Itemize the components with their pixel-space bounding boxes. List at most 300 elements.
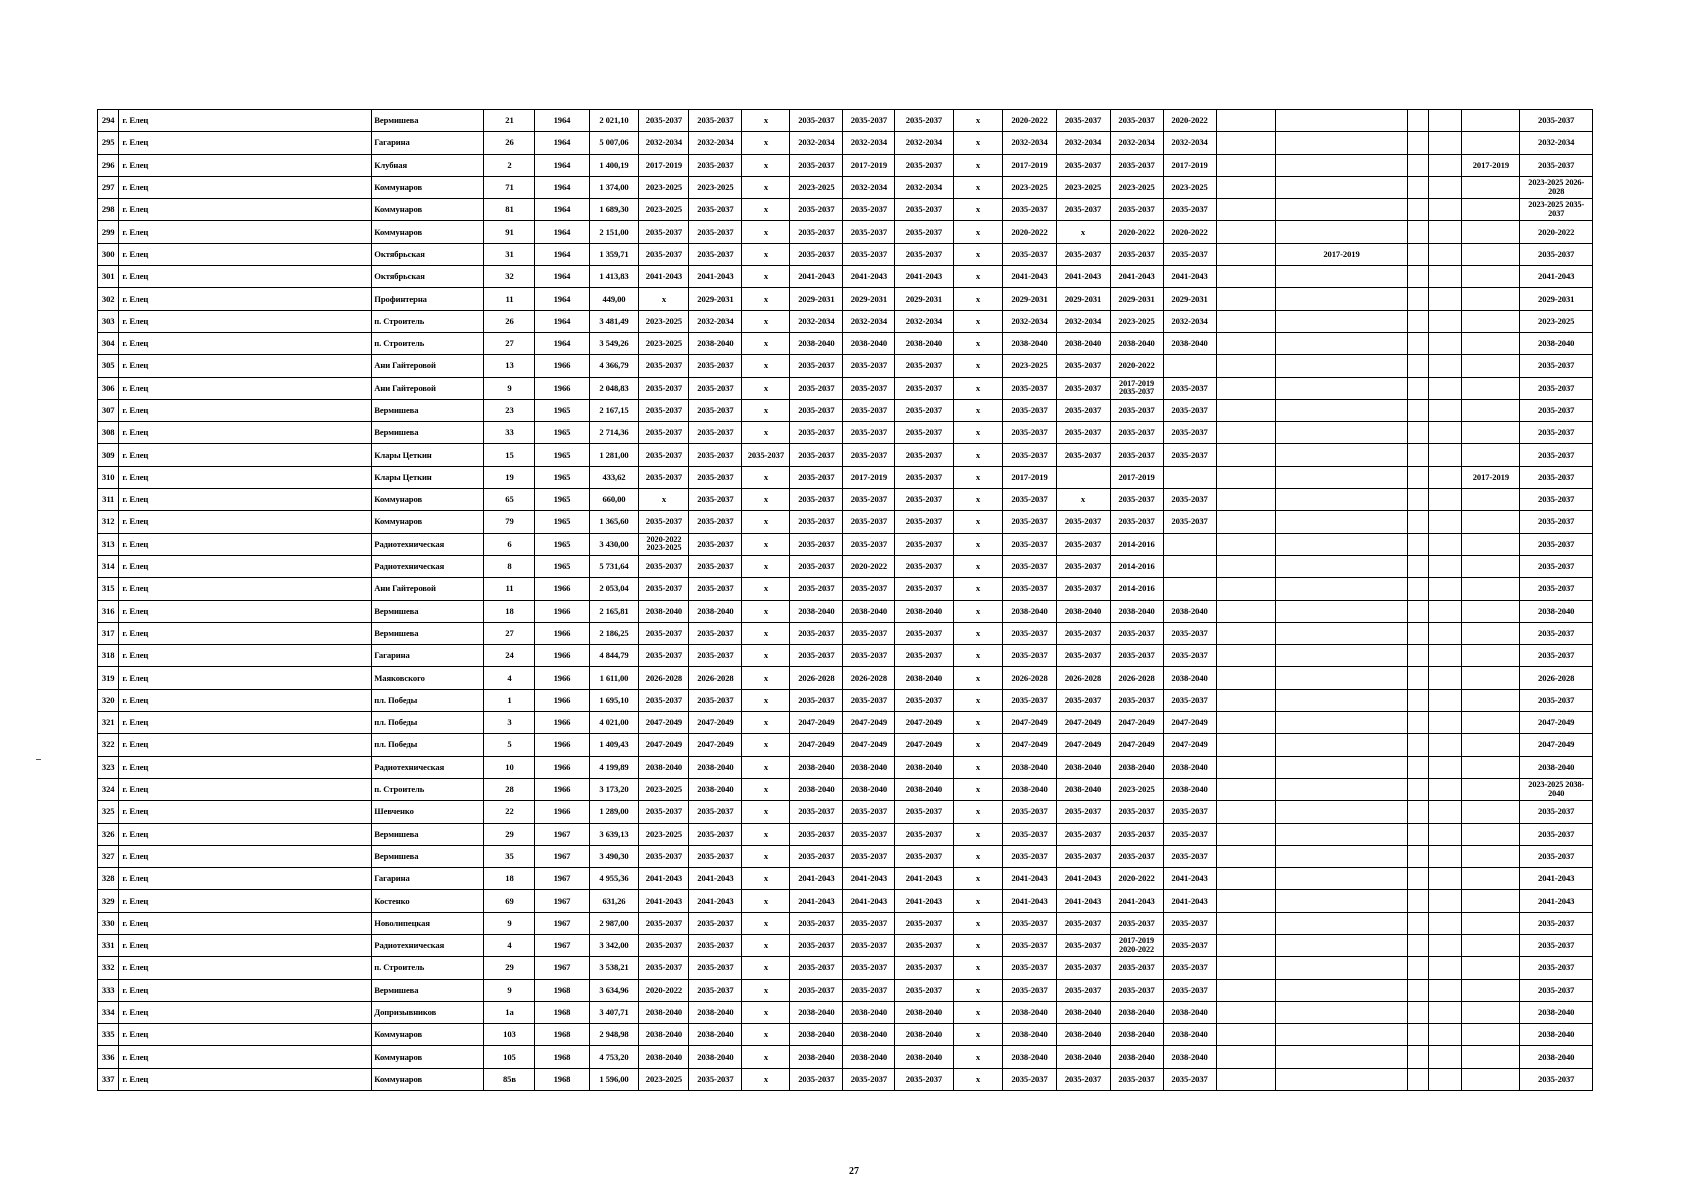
cell-period-15 [1428,645,1462,667]
cell-period-total: 2020-2022 [1520,221,1593,243]
table-body [98,110,1593,1091]
cell-period-3: х [742,1024,790,1046]
cell-period-12 [1216,288,1275,310]
cell-period-11: 2035-2037 [1163,957,1216,979]
table-row [98,266,1593,288]
cell-period-16 [1462,667,1520,689]
cell-period-1: 2038-2040 [639,756,689,778]
cell-period-9: 2035-2037 [1056,957,1110,979]
cell-period-7: х [953,132,1003,154]
cell-period-1: 2023-2025 [639,199,689,221]
cell-period-7: х [953,801,1003,823]
cell-period-5: 2035-2037 [843,489,895,511]
table-row [98,1024,1593,1046]
cell-period-6: 2035-2037 [895,110,953,132]
cell-period-7: х [953,712,1003,734]
cell-period-5: 2035-2037 [843,444,895,466]
cell-period-total: 2035-2037 [1520,377,1593,399]
cell-city: г. Елец [119,511,372,533]
cell-period-13 [1275,511,1408,533]
cell-period-5: 2038-2040 [843,756,895,778]
cell-period-8: 2047-2049 [1003,734,1056,756]
cell-house-number: 5 [484,734,535,756]
cell-period-3: х [742,912,790,934]
cell-period-3: х [742,1068,790,1090]
cell-period-6: 2035-2037 [895,355,953,377]
cell-period-9: 2038-2040 [1056,1001,1110,1023]
cell-period-1: 2035-2037 [639,555,689,577]
cell-period-7: х [953,734,1003,756]
cell-period-2: 2038-2040 [689,778,742,800]
cell-period-4: 2035-2037 [790,645,843,667]
cell-period-4: 2035-2037 [790,243,843,265]
cell-period-7: х [953,199,1003,221]
cell-period-13 [1275,689,1408,711]
cell-period-5: 2026-2028 [843,667,895,689]
cell-period-2: 2035-2037 [689,154,742,176]
cell-area: 2 165,81 [589,600,639,622]
cell-period-10: 2047-2049 [1110,734,1163,756]
cell-period-15 [1428,1046,1462,1068]
cell-period-16 [1462,288,1520,310]
cell-city: г. Елец [119,176,372,198]
cell-period-13 [1275,979,1408,1001]
cell-period-12 [1216,845,1275,867]
cell-period-11: 2035-2037 [1163,979,1216,1001]
cell-city: г. Елец [119,934,372,956]
cell-period-total: 2038-2040 [1520,1024,1593,1046]
cell-period-3: х [742,578,790,600]
cell-street: Ани Гайтеровой [372,578,484,600]
cell-period-8: 2038-2040 [1003,1024,1056,1046]
cell-period-6: 2032-2034 [895,310,953,332]
cell-period-13 [1275,801,1408,823]
cell-street: Октябрьская [372,266,484,288]
cell-period-2: 2032-2034 [689,132,742,154]
cell-period-5: 2035-2037 [843,243,895,265]
cell-period-6: 2035-2037 [895,199,953,221]
cell-period-14 [1408,355,1428,377]
cell-house-number: 85в [484,1068,535,1090]
cell-row-number: 315 [98,578,119,600]
cell-period-total: 2047-2049 [1520,712,1593,734]
cell-area: 3 342,00 [589,934,639,956]
cell-period-15 [1428,288,1462,310]
cell-period-3: х [742,756,790,778]
cell-period-4: 2032-2034 [790,132,843,154]
cell-period-15 [1428,266,1462,288]
cell-period-6: 2035-2037 [895,645,953,667]
cell-period-10: 2017-2019 2035-2037 [1110,377,1163,399]
table-row [98,957,1593,979]
cell-period-6: 2035-2037 [895,533,953,555]
cell-period-1: 2035-2037 [639,578,689,600]
cell-period-7: х [953,979,1003,1001]
cell-street: Коммунаров [372,199,484,221]
cell-period-15 [1428,399,1462,421]
cell-period-14 [1408,199,1428,221]
cell-period-7: х [953,667,1003,689]
cell-period-2: 2035-2037 [689,466,742,488]
cell-area: 3 173,20 [589,778,639,800]
cell-period-total: 2035-2037 [1520,801,1593,823]
cell-period-13 [1275,332,1408,354]
cell-period-14 [1408,310,1428,332]
cell-period-10: 2035-2037 [1110,689,1163,711]
cell-period-13 [1275,110,1408,132]
cell-street: пл. Победы [372,712,484,734]
cell-row-number: 321 [98,712,119,734]
cell-period-7: х [953,377,1003,399]
cell-row-number: 297 [98,176,119,198]
cell-city: г. Елец [119,734,372,756]
cell-period-13 [1275,622,1408,644]
cell-period-9: 2041-2043 [1056,266,1110,288]
cell-period-6: 2035-2037 [895,912,953,934]
cell-row-number: 295 [98,132,119,154]
cell-period-16 [1462,801,1520,823]
cell-period-10: 2014-2016 [1110,533,1163,555]
cell-period-11: 2035-2037 [1163,689,1216,711]
cell-row-number: 305 [98,355,119,377]
page-number: 27 [849,1166,859,1177]
cell-period-16 [1462,110,1520,132]
cell-period-15 [1428,332,1462,354]
cell-street: Клары Цеткин [372,466,484,488]
cell-period-10: 2035-2037 [1110,845,1163,867]
cell-period-3: х [742,600,790,622]
cell-period-6: 2038-2040 [895,756,953,778]
cell-period-12 [1216,132,1275,154]
cell-period-13: 2017-2019 [1275,243,1408,265]
cell-house-number: 9 [484,979,535,1001]
cell-period-5: 2035-2037 [843,645,895,667]
cell-period-16: 2017-2019 [1462,154,1520,176]
cell-period-15 [1428,689,1462,711]
cell-period-16 [1462,1024,1520,1046]
cell-street: Гагарина [372,868,484,890]
cell-house-number: 4 [484,667,535,689]
cell-period-12 [1216,1068,1275,1090]
cell-year: 1964 [535,199,589,221]
cell-period-2: 2038-2040 [689,1024,742,1046]
cell-period-4: 2038-2040 [790,778,843,800]
cell-row-number: 317 [98,622,119,644]
cell-period-11: 2035-2037 [1163,377,1216,399]
cell-period-2: 2035-2037 [689,823,742,845]
cell-period-13 [1275,154,1408,176]
cell-house-number: 105 [484,1046,535,1068]
cell-area: 1 365,60 [589,511,639,533]
cell-period-10: 2038-2040 [1110,600,1163,622]
cell-period-6: 2035-2037 [895,823,953,845]
cell-city: г. Елец [119,845,372,867]
cell-period-13 [1275,868,1408,890]
cell-period-2: 2035-2037 [689,399,742,421]
cell-period-14 [1408,667,1428,689]
cell-house-number: 13 [484,355,535,377]
cell-period-total: 2038-2040 [1520,1046,1593,1068]
cell-period-13 [1275,377,1408,399]
cell-year: 1968 [535,1001,589,1023]
cell-period-11: 2038-2040 [1163,332,1216,354]
cell-period-15 [1428,890,1462,912]
cell-period-13 [1275,712,1408,734]
cell-period-2: 2035-2037 [689,243,742,265]
cell-period-15 [1428,1001,1462,1023]
cell-period-14 [1408,934,1428,956]
cell-period-9: 2035-2037 [1056,154,1110,176]
cell-house-number: 18 [484,868,535,890]
cell-house-number: 21 [484,110,535,132]
cell-period-9: 2035-2037 [1056,823,1110,845]
cell-row-number: 330 [98,912,119,934]
cell-period-11: 2035-2037 [1163,801,1216,823]
cell-period-2: 2035-2037 [689,555,742,577]
cell-period-6: 2035-2037 [895,511,953,533]
cell-street: Коммунаров [372,1046,484,1068]
cell-period-12 [1216,712,1275,734]
cell-period-13 [1275,845,1408,867]
cell-period-1: 2041-2043 [639,266,689,288]
cell-street: пл. Победы [372,689,484,711]
cell-period-2: 2035-2037 [689,689,742,711]
cell-period-9: 2035-2037 [1056,801,1110,823]
cell-street: Вермишева [372,845,484,867]
cell-period-2: 2026-2028 [689,667,742,689]
cell-period-1: х [639,288,689,310]
cell-period-14 [1408,979,1428,1001]
cell-city: г. Елец [119,221,372,243]
cell-period-8: 2035-2037 [1003,422,1056,444]
cell-period-3: х [742,689,790,711]
cell-period-13 [1275,1046,1408,1068]
cell-period-10: 2038-2040 [1110,1024,1163,1046]
cell-period-total: 2035-2037 [1520,912,1593,934]
cell-period-8: 2041-2043 [1003,868,1056,890]
cell-period-14 [1408,645,1428,667]
cell-period-3: х [742,979,790,1001]
cell-street: Ани Гайтеровой [372,355,484,377]
cell-period-5: 2047-2049 [843,712,895,734]
cell-period-16 [1462,176,1520,198]
table-row [98,355,1593,377]
cell-period-total: 2035-2037 [1520,979,1593,1001]
cell-period-3: х [742,734,790,756]
cell-period-3: х [742,466,790,488]
cell-period-16 [1462,511,1520,533]
cell-period-total: 2035-2037 [1520,934,1593,956]
cell-period-12 [1216,332,1275,354]
cell-area: 1 409,43 [589,734,639,756]
cell-period-1: 2041-2043 [639,868,689,890]
cell-period-8: 2041-2043 [1003,890,1056,912]
cell-period-6: 2032-2034 [895,176,953,198]
cell-period-2: 2029-2031 [689,288,742,310]
cell-year: 1964 [535,176,589,198]
cell-area: 2 186,25 [589,622,639,644]
cell-period-11: 2035-2037 [1163,243,1216,265]
cell-period-16 [1462,555,1520,577]
cell-period-10: 2035-2037 [1110,1068,1163,1090]
cell-period-8: 2035-2037 [1003,511,1056,533]
cell-period-3: х [742,957,790,979]
cell-period-11: 2038-2040 [1163,756,1216,778]
cell-period-1: 2026-2028 [639,667,689,689]
cell-period-1: 2035-2037 [639,466,689,488]
cell-period-7: х [953,399,1003,421]
cell-period-9: 2035-2037 [1056,934,1110,956]
cell-street: п. Строитель [372,332,484,354]
cell-period-7: х [953,578,1003,600]
cell-period-1: 2023-2025 [639,176,689,198]
cell-street: Костенко [372,890,484,912]
cell-period-5: 2035-2037 [843,689,895,711]
cell-period-6: 2035-2037 [895,444,953,466]
cell-period-2: 2035-2037 [689,845,742,867]
cell-area: 2 167,15 [589,399,639,421]
cell-period-total: 2035-2037 [1520,845,1593,867]
cell-period-10: 2035-2037 [1110,399,1163,421]
cell-house-number: 24 [484,645,535,667]
cell-period-14 [1408,689,1428,711]
cell-period-7: х [953,243,1003,265]
cell-street: п. Строитель [372,310,484,332]
cell-period-12 [1216,912,1275,934]
cell-street: Вермишева [372,979,484,1001]
cell-period-4: 2035-2037 [790,578,843,600]
cell-period-7: х [953,778,1003,800]
cell-period-11: 2035-2037 [1163,199,1216,221]
cell-period-14 [1408,466,1428,488]
cell-period-2: 2035-2037 [689,355,742,377]
cell-city: г. Елец [119,689,372,711]
cell-period-5: 2035-2037 [843,511,895,533]
cell-period-7: х [953,1046,1003,1068]
cell-period-10: 2035-2037 [1110,912,1163,934]
cell-city: г. Елец [119,778,372,800]
cell-year: 1966 [535,756,589,778]
cell-period-9: 2035-2037 [1056,399,1110,421]
cell-period-14 [1408,533,1428,555]
table-row [98,1046,1593,1068]
cell-period-13 [1275,444,1408,466]
cell-period-1: 2035-2037 [639,377,689,399]
cell-period-16 [1462,444,1520,466]
cell-period-5: 2020-2022 [843,555,895,577]
cell-period-12 [1216,176,1275,198]
cell-period-16 [1462,1068,1520,1090]
cell-period-8: 2035-2037 [1003,399,1056,421]
cell-period-12 [1216,957,1275,979]
cell-period-11: 2035-2037 [1163,645,1216,667]
cell-house-number: 9 [484,912,535,934]
cell-period-8: 2035-2037 [1003,555,1056,577]
cell-period-9: 2035-2037 [1056,912,1110,934]
cell-period-3: х [742,555,790,577]
cell-house-number: 29 [484,957,535,979]
cell-area: 4 021,00 [589,712,639,734]
cell-row-number: 307 [98,399,119,421]
cell-period-13 [1275,1024,1408,1046]
cell-house-number: 35 [484,845,535,867]
cell-period-5: 2035-2037 [843,979,895,1001]
cell-period-9 [1056,466,1110,488]
cell-period-total: 2035-2037 [1520,622,1593,644]
cell-period-2: 2041-2043 [689,890,742,912]
cell-period-5: 2017-2019 [843,466,895,488]
cell-period-11: 2038-2040 [1163,1001,1216,1023]
table-row [98,310,1593,332]
cell-period-1: 2038-2040 [639,1046,689,1068]
cell-period-5: 2035-2037 [843,422,895,444]
cell-period-3: х [742,622,790,644]
cell-period-16 [1462,377,1520,399]
cell-year: 1964 [535,243,589,265]
cell-period-12 [1216,154,1275,176]
cell-year: 1966 [535,778,589,800]
cell-period-7: х [953,332,1003,354]
cell-period-12 [1216,1001,1275,1023]
cell-period-2: 2035-2037 [689,221,742,243]
cell-period-9: 2035-2037 [1056,1068,1110,1090]
cell-period-9: 2035-2037 [1056,555,1110,577]
cell-area: 3 407,71 [589,1001,639,1023]
cell-city: г. Елец [119,132,372,154]
cell-period-14 [1408,288,1428,310]
cell-period-total: 2032-2034 [1520,132,1593,154]
cell-period-7: х [953,957,1003,979]
cell-period-8: 2035-2037 [1003,823,1056,845]
table-row [98,511,1593,533]
cell-period-1: 2035-2037 [639,399,689,421]
cell-house-number: 11 [484,288,535,310]
cell-area: 2 048,83 [589,377,639,399]
cell-period-6: 2035-2037 [895,578,953,600]
cell-period-5: 2035-2037 [843,912,895,934]
cell-period-16 [1462,355,1520,377]
cell-area: 1 689,30 [589,199,639,221]
cell-house-number: 26 [484,310,535,332]
cell-period-16 [1462,734,1520,756]
cell-period-11: 2047-2049 [1163,734,1216,756]
cell-period-total: 2035-2037 [1520,154,1593,176]
cell-period-14 [1408,332,1428,354]
cell-period-1: 2035-2037 [639,221,689,243]
cell-period-5: 2041-2043 [843,890,895,912]
cell-house-number: 79 [484,511,535,533]
cell-period-11: 2023-2025 [1163,176,1216,198]
cell-period-13 [1275,132,1408,154]
cell-period-10: 2035-2037 [1110,110,1163,132]
cell-city: г. Елец [119,868,372,890]
cell-area: 2 151,00 [589,221,639,243]
cell-period-15 [1428,845,1462,867]
cell-period-5: 2038-2040 [843,778,895,800]
cell-period-5: 2035-2037 [843,110,895,132]
cell-house-number: 71 [484,176,535,198]
cell-period-15 [1428,1068,1462,1090]
cell-period-3: х [742,266,790,288]
cell-area: 4 844,79 [589,645,639,667]
cell-period-15 [1428,912,1462,934]
cell-period-16 [1462,912,1520,934]
cell-area: 3 481,49 [589,310,639,332]
cell-area: 3 549,26 [589,332,639,354]
cell-period-11: 2047-2049 [1163,712,1216,734]
cell-period-11: 2020-2022 [1163,221,1216,243]
cell-period-13 [1275,912,1408,934]
